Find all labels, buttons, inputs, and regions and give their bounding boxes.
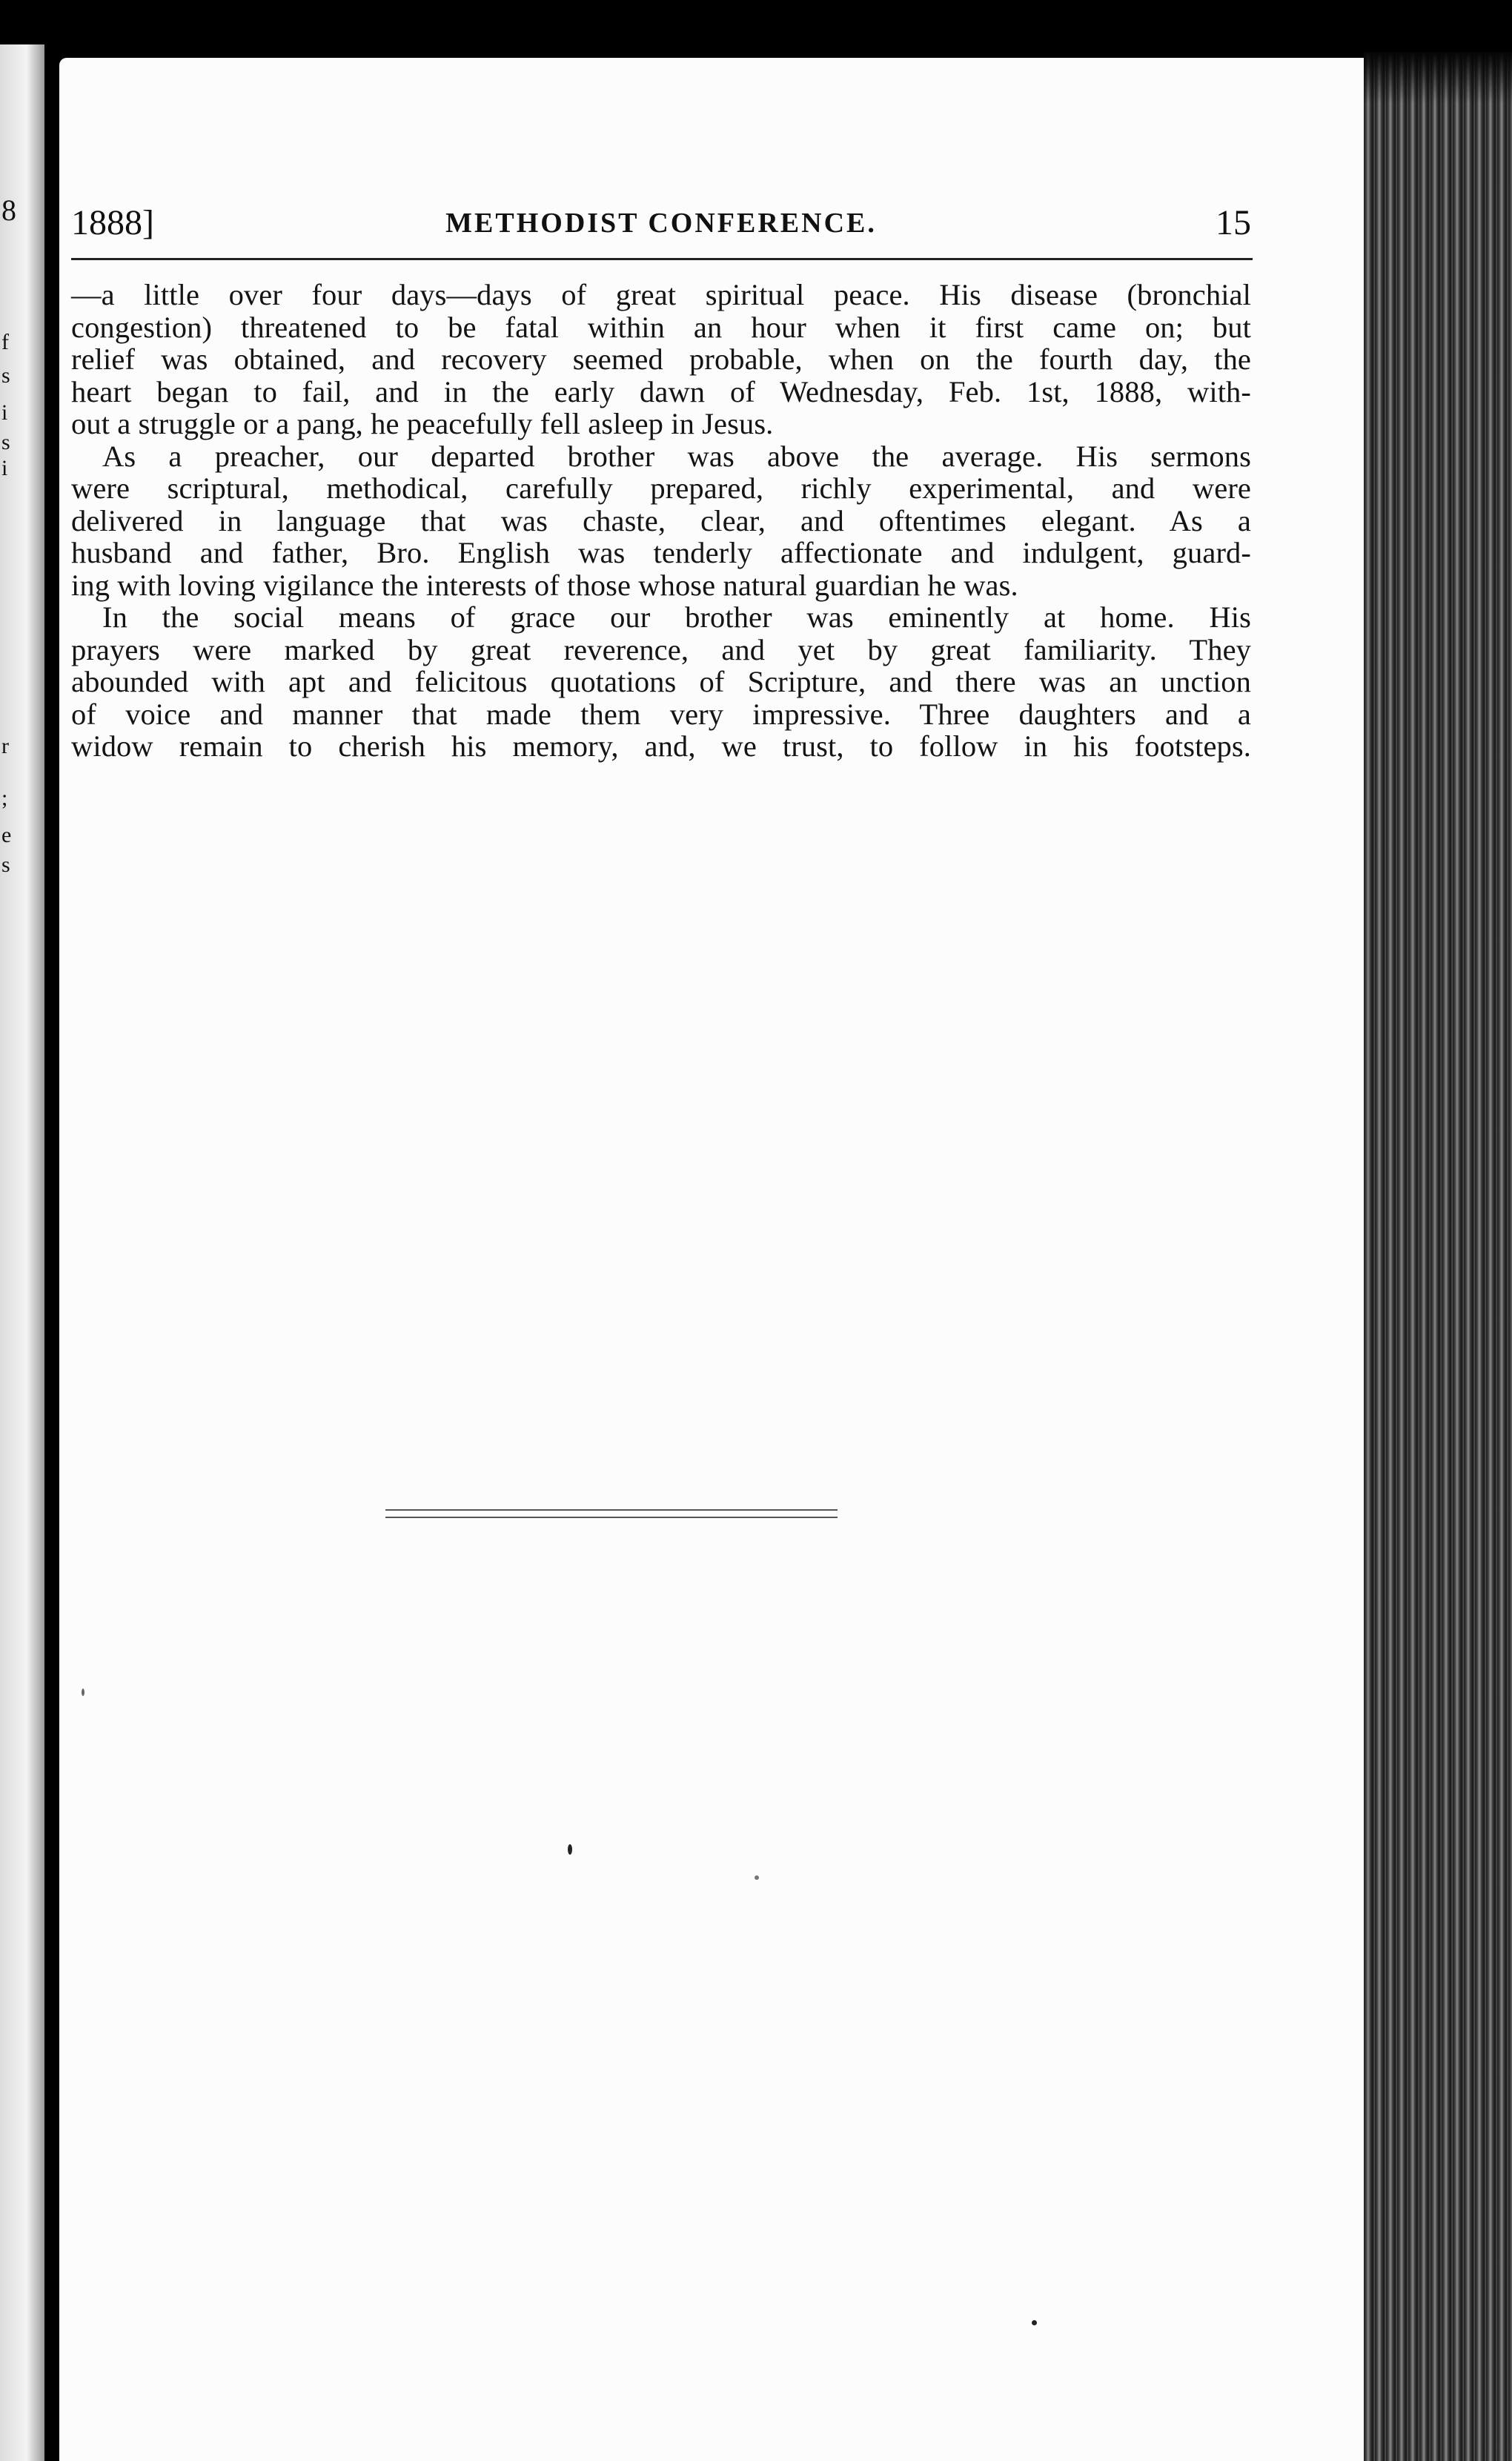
previous-page-fragment: s [1, 430, 10, 454]
ink-speck [82, 1689, 84, 1696]
page-number: 15 [1216, 203, 1251, 242]
text-line: congestion) threatened to be fatal within an hour when it first came on; but [71, 310, 1251, 344]
paragraph [71, 279, 1251, 440]
text-line: husband and father, Bro. English was tenderly affectionate and indulgent, guard- [71, 536, 1251, 569]
book-gutter [44, 44, 59, 2461]
text-line: abounded with apt and felicitous quotations of Scripture, and there was an unction [71, 665, 1251, 698]
header-rule [71, 258, 1253, 260]
page-block-shadow [1364, 52, 1512, 104]
book-page [59, 58, 1364, 2461]
text-line: prayers were marked by great reverence, and yet by great familiarity. They [71, 632, 1251, 666]
end-rule-bottom [385, 1517, 838, 1518]
previous-page-fragment: r [1, 734, 9, 758]
ink-speck [568, 1844, 572, 1855]
running-header [71, 202, 1251, 254]
previous-page-fragment: i [1, 456, 8, 480]
header-title: METHODIST CONFERENCE. [445, 208, 877, 239]
text-line: —a little over four days—days of great spiritual peace. His disease (bronchial [71, 278, 1251, 311]
obituary-text [71, 279, 1251, 763]
text-line: In the social means of grace our brother was eminently at home. His [102, 600, 1251, 634]
text-line: relief was obtained, and recovery seemed probable, when on the fourth day, the [71, 342, 1251, 376]
paragraph [71, 601, 1251, 763]
previous-page-fragment: 8 [1, 193, 16, 227]
text-line: As a preacher, our departed brother was above the average. His sermons [102, 439, 1251, 473]
previous-page-fragment: s [1, 363, 10, 388]
page-block-edges [1364, 52, 1512, 2461]
end-rule-top [385, 1509, 838, 1511]
text-line: heart began to fail, and in the early dawn of Wednesday, Feb. 1st, 1888, with- [71, 374, 1251, 408]
text-line: widow remain to cherish his memory, and, we trust, to follow in his footsteps. [71, 729, 1251, 763]
paragraph [71, 440, 1251, 602]
ink-speck [755, 1875, 759, 1880]
text-line: were scriptural, methodical, carefully prepared, richly experimental, and were [71, 471, 1251, 505]
previous-page-edge [0, 44, 44, 2461]
header-year: 1888] [71, 203, 154, 242]
text-line: delivered in language that was chaste, clear, and oftentimes elegant. As a [71, 503, 1251, 537]
previous-page-fragment: f [1, 330, 9, 354]
previous-page-fragment: e [1, 823, 12, 847]
previous-page-fragment: s [1, 852, 10, 877]
ink-speck [1032, 2320, 1037, 2325]
previous-page-fragment: i [1, 400, 8, 425]
text-line: out a struggle or a pang, he peacefully fell asleep in Jesus. [71, 407, 774, 440]
text-line: ing with loving vigilance the interests of those whose natural guardian he was. [71, 568, 1018, 602]
previous-page-fragment: ; [1, 786, 8, 810]
text-line: of voice and manner that made them very impressive. Three daughters and a [71, 697, 1251, 731]
